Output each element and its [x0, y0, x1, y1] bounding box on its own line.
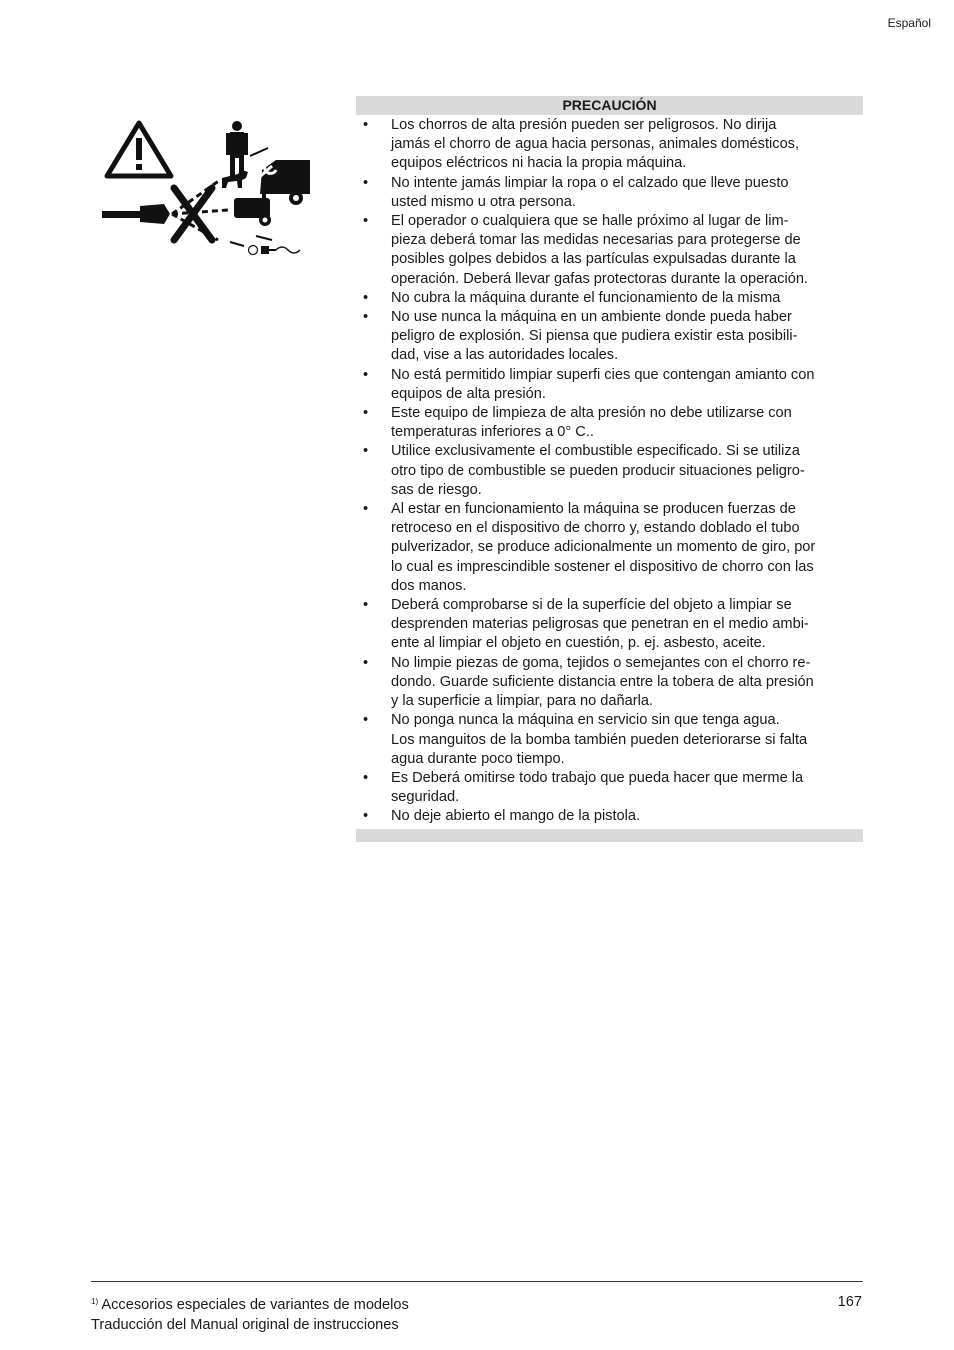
- page-number: 167: [837, 1294, 862, 1310]
- manual-subtitle: Traducción del Manual original de instrucciones: [91, 1317, 399, 1333]
- list-item: • No intente jamás limpiar la ropa o el calzado que lleve puesto usted mismo u otra persona.: [363, 174, 789, 210]
- list-item: • Es Deberá omitirse todo trabajo que pueda hacer que merme la seguridad.: [363, 769, 804, 806]
- list-item: • No limpie piezas de goma, tejidos o semejantes con el chorro re- dondo. Guarde suficiente distancia entre la tobera de alta presión y la superficie a limpiar, para no dañarla.: [363, 654, 814, 710]
- caution-title: PRECAUCIÓN: [356, 96, 863, 115]
- caution-box: [356, 96, 863, 842]
- footer-divider: [91, 1281, 863, 1282]
- footnote-mark: 1): [91, 1297, 99, 1306]
- footnote-text: Accesorios especiales de variantes de modelos: [98, 1297, 409, 1313]
- list-item: • El operador o cualquiera que se halle próximo al lugar de lim- pieza deberá tomar las medidas necesarias para protegerse de posibles golpes debidos a las partículas expulsadas durante la operación. Deberá llevar gafas protectoras durante la operación.: [363, 213, 808, 287]
- caution-list: [356, 115, 863, 829]
- footnote: [91, 1292, 409, 1315]
- list-item: • Al estar en funcionamiento la máquina se producen fuerzas de retroceso en el dispositivo de chorro y, estando doblado el tubo pulverizador, se produce adicionalmente un momento de giro, por lo cual es imprescindible sostener el dispositivo de chorro con las dos manos.: [363, 501, 816, 594]
- list-item: • No cubra la máquina durante el funcionamiento de la misma: [363, 289, 781, 306]
- footer-notes: [91, 1292, 409, 1335]
- list-item: • No está permitido limpiar superfi cies que contengan amianto con equipos de alta presión.: [363, 366, 815, 402]
- list-item: • No ponga nunca la máquina en servicio sin que tenga agua. Los manguitos de la bomba también pueden deteriorarse si falta agua durante poco tiempo.: [363, 712, 808, 767]
- list-item: • Utilice exclusivamente el combustible especificado. Si se utiliza otro tipo de combustible se pueden producir situaciones peligro- sas de riesgo.: [363, 443, 805, 498]
- warning-illustration-icon: [100, 118, 310, 264]
- list-item: • No deje abierto el mango de la pistola.: [363, 808, 641, 825]
- list-item: • Este equipo de limpieza de alta presión no debe utilizarse con temperaturas inferiores a 0° C..: [363, 405, 792, 441]
- list-item: • Deberá comprobarse si de la superfície del objeto a limpiar se desprenden materias peligrosas que penetran en el medio ambi- ente al limpiar el objeto en cuestión, p. ej. asbesto, aceite.: [363, 597, 809, 652]
- language-label: Español: [887, 16, 931, 30]
- list-item: • Los chorros de alta presión pueden ser peligrosos. No dirija jamás el chorro de agua hacia personas, animales domésticos, equipos eléctricos ni hacia la propia máquina.: [363, 117, 800, 172]
- list-item: • No use nunca la máquina en un ambiente donde pueda haber peligro de explosión. Si piensa que pudiera existir esta posibili- dad, vise a las autoridades locales.: [363, 309, 798, 364]
- caution-footer-bar: [356, 829, 863, 842]
